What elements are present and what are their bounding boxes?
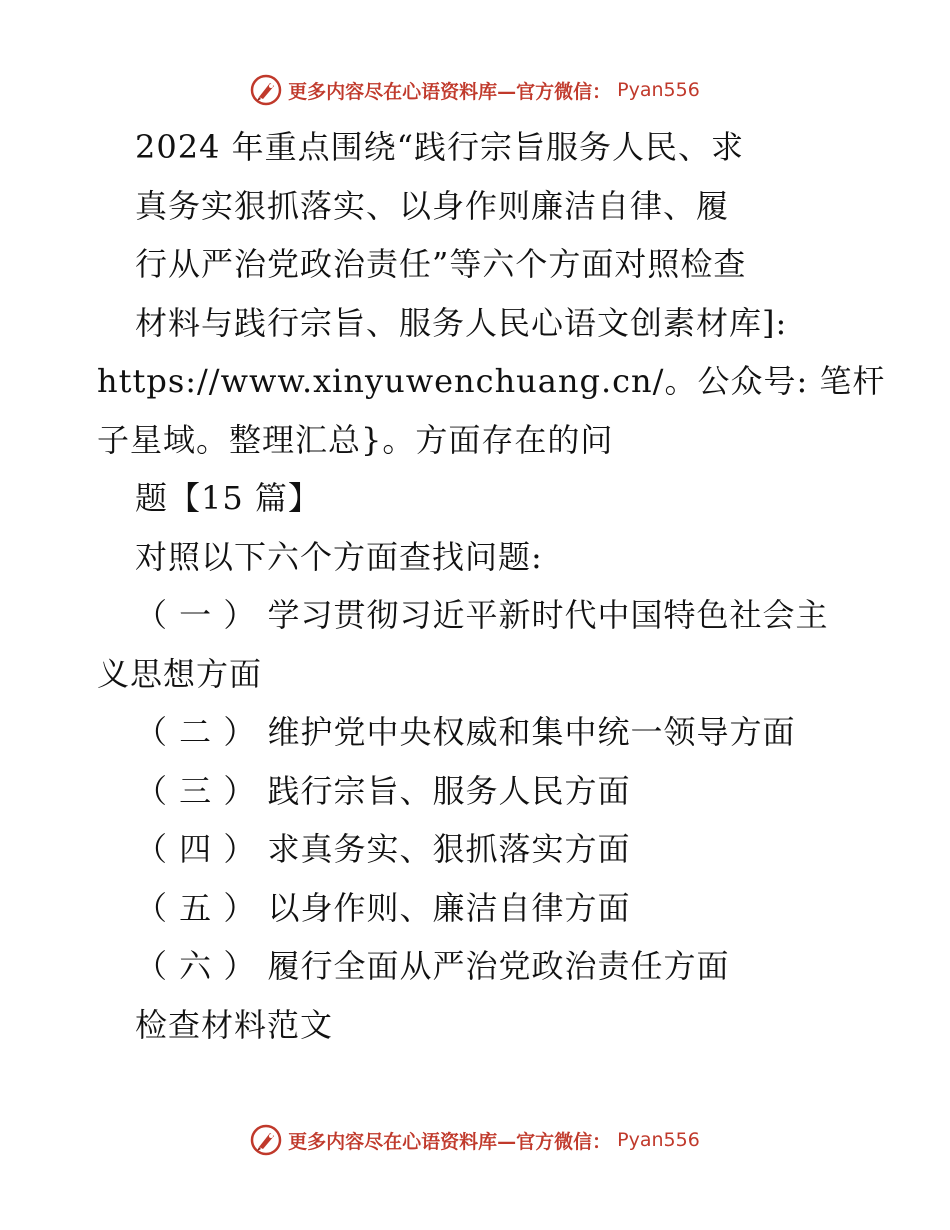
paragraph-line: 行从严治党政治责任”等六个方面对照检查 xyxy=(135,245,747,283)
paragraph-line: 真务实狠抓落实、以身作则廉洁自律、履 xyxy=(135,186,730,225)
banner-text: 更多内容尽在心语资料库—官方微信： xyxy=(288,1130,612,1153)
paragraph-line: 2024 年重点围绕“践行宗旨服务人民、求 xyxy=(135,128,744,166)
document-body xyxy=(97,118,886,1054)
list-item-2: （ 二 ） 维护党中央权威和集中统一领导方面 xyxy=(135,713,796,751)
list-item-1: （ 一 ） 学习贯彻习近平新时代中国特色社会主 xyxy=(135,596,829,634)
quill-logo-icon xyxy=(250,1124,282,1156)
list-item-6: （ 六 ） 履行全面从严治党政治责任方面 xyxy=(135,947,730,985)
header-banner xyxy=(0,70,950,110)
paragraph-line: 子星域。整理汇总}。方面存在的问 xyxy=(97,420,614,459)
paragraph-line: 对照以下六个方面查找问题: xyxy=(135,537,543,576)
list-item-1-cont: 义思想方面 xyxy=(97,654,263,693)
paragraph-line-url: https://www.xinyuwenchuang.cn/。公众号: 笔杆 xyxy=(97,362,886,400)
quill-logo-icon xyxy=(250,74,282,106)
banner-text: 更多内容尽在心语资料库—官方微信： xyxy=(288,80,612,103)
footer-banner xyxy=(0,1120,950,1160)
list-item-3: （ 三 ） 践行宗旨、服务人民方面 xyxy=(135,771,631,810)
paragraph-line: 检查材料范文 xyxy=(135,1005,334,1044)
paragraph-line: 题【15 篇】 xyxy=(135,479,321,517)
banner-wechat-id: Pyan556 xyxy=(617,79,700,101)
paragraph-line: 材料与践行宗旨、服务人民心语文创素材库]: xyxy=(135,303,788,342)
list-item-4: （ 四 ） 求真务实、狠抓落实方面 xyxy=(135,830,631,868)
banner-wechat-id: Pyan556 xyxy=(617,1129,700,1151)
list-item-5: （ 五 ） 以身作则、廉洁自律方面 xyxy=(135,888,631,927)
